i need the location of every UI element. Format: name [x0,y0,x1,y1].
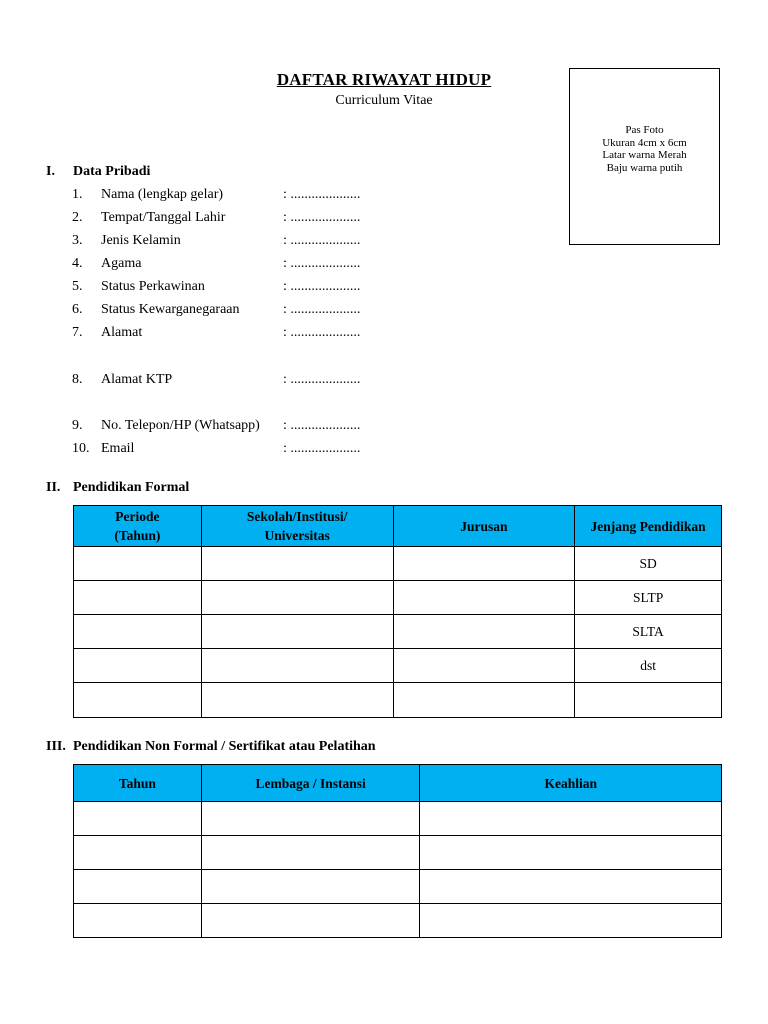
item-number: 5. [72,279,83,294]
item-number: 4. [72,256,83,271]
table-cell[interactable] [393,615,575,649]
table-cell[interactable] [74,870,202,904]
personal-item [0,279,560,299]
section3-number: III. [46,739,66,754]
item-number: 3. [72,233,83,248]
table-row [74,904,722,938]
item-value[interactable]: : .................... [283,210,361,225]
table-cell[interactable] [201,802,420,836]
table-cell[interactable] [74,802,202,836]
table-cell[interactable] [420,836,722,870]
header-line: Sekolah/Institusi/ [246,509,348,524]
table-cell[interactable] [201,615,393,649]
table-cell[interactable] [74,615,202,649]
table-cell[interactable] [74,581,202,615]
item-number: 2. [72,210,83,225]
item-number: 1. [72,187,83,202]
item-value[interactable]: : .................... [283,372,361,387]
item-value[interactable]: : .................... [283,302,361,317]
photo-line: Latar warna Merah [602,149,687,161]
item-label: Agama [101,256,142,271]
table-cell[interactable] [201,547,393,581]
table-cell[interactable] [201,870,420,904]
column-header-jurusan [393,506,575,547]
table-cell[interactable] [74,649,202,683]
column-header-periode [74,506,202,547]
table-cell[interactable]: SLTA [575,615,722,649]
item-label: Nama (lengkap gelar) [101,187,224,202]
table-cell[interactable] [393,581,575,615]
formal-education-table [73,505,722,718]
section1-number: I. [46,164,55,179]
table-row [74,649,722,683]
table-row [74,581,722,615]
table-cell[interactable] [74,547,202,581]
column-header-jenjang [575,506,722,547]
table-cell[interactable] [74,904,202,938]
header-line: (Tahun) [114,528,161,543]
item-label: No. Telepon/HP (Whatsapp) [101,418,260,433]
item-number: 9. [72,418,83,433]
table-cell[interactable]: SLTP [575,581,722,615]
item-label: Alamat KTP [101,372,173,387]
table-cell[interactable] [420,870,722,904]
item-value[interactable]: : .................... [283,256,361,271]
table-cell[interactable] [420,904,722,938]
personal-item [0,187,560,207]
item-value[interactable]: : .................... [283,279,361,294]
personal-item [0,418,560,438]
item-label: Tempat/Tanggal Lahir [101,210,226,225]
item-value[interactable]: : .................... [283,325,361,340]
item-number: 6. [72,302,83,317]
table-cell[interactable] [393,683,575,718]
item-number: 8. [72,372,83,387]
table-row [74,547,722,581]
item-value[interactable]: : .................... [283,441,361,456]
table-cell[interactable] [201,649,393,683]
column-header-keahlian: Keahlian [420,765,722,802]
table-cell[interactable]: SD [575,547,722,581]
table-cell[interactable]: dst [575,649,722,683]
section2-number: II. [46,480,61,495]
personal-item [0,302,560,322]
column-header-lembaga: Lembaga / Instansi [201,765,420,802]
item-label: Status Perkawinan [101,279,205,294]
column-header-tahun: Tahun [74,765,202,802]
item-value[interactable]: : .................... [283,233,361,248]
section3-title: Pendidikan Non Formal / Sertifikat atau Pelatihan [73,739,376,754]
header-line: Universitas [264,528,330,543]
table-cell[interactable] [201,836,420,870]
table-row [74,683,722,718]
table-cell[interactable] [201,581,393,615]
table-cell[interactable] [420,802,722,836]
table-cell[interactable] [201,683,393,718]
item-value[interactable]: : .................... [283,418,361,433]
section1-title: Data Pribadi [73,164,151,179]
table-cell[interactable] [201,904,420,938]
photo-placeholder [569,68,720,245]
personal-item [0,256,560,276]
table-cell[interactable] [74,836,202,870]
item-label: Alamat [101,325,143,340]
header-line: Jurusan [460,518,508,534]
document-subtitle: Curriculum Vitae [335,93,433,108]
photo-line: Baju warna putih [606,161,683,174]
table-header-row [74,765,722,802]
document-title: DAFTAR RIWAYAT HIDUP [276,70,492,89]
photo-line: Pas Foto [625,124,664,136]
item-number: 7. [72,325,83,340]
nonformal-education-table [73,764,722,938]
item-number: 10. [72,441,90,456]
section2-title: Pendidikan Formal [73,480,190,495]
table-cell[interactable] [393,547,575,581]
item-label: Jenis Kelamin [101,233,181,248]
header-line: Jenjang Pendidikan [590,518,706,534]
column-header-sekolah [201,506,393,547]
personal-item [0,441,560,461]
photo-line: Ukuran 4cm x 6cm [602,136,687,149]
table-cell[interactable] [393,649,575,683]
table-header-row [74,506,722,547]
table-row [74,836,722,870]
table-row [74,870,722,904]
personal-item [0,325,560,345]
item-label: Email [101,441,135,456]
header-line: Periode [115,509,160,524]
item-label: Status Kewarganegaraan [101,302,240,317]
personal-item [0,372,560,392]
table-row [74,615,722,649]
item-value[interactable]: : .................... [283,187,361,202]
table-row [74,802,722,836]
table-cell[interactable] [74,683,202,718]
personal-item [0,233,560,253]
personal-item [0,210,560,230]
table-cell[interactable] [575,683,722,718]
